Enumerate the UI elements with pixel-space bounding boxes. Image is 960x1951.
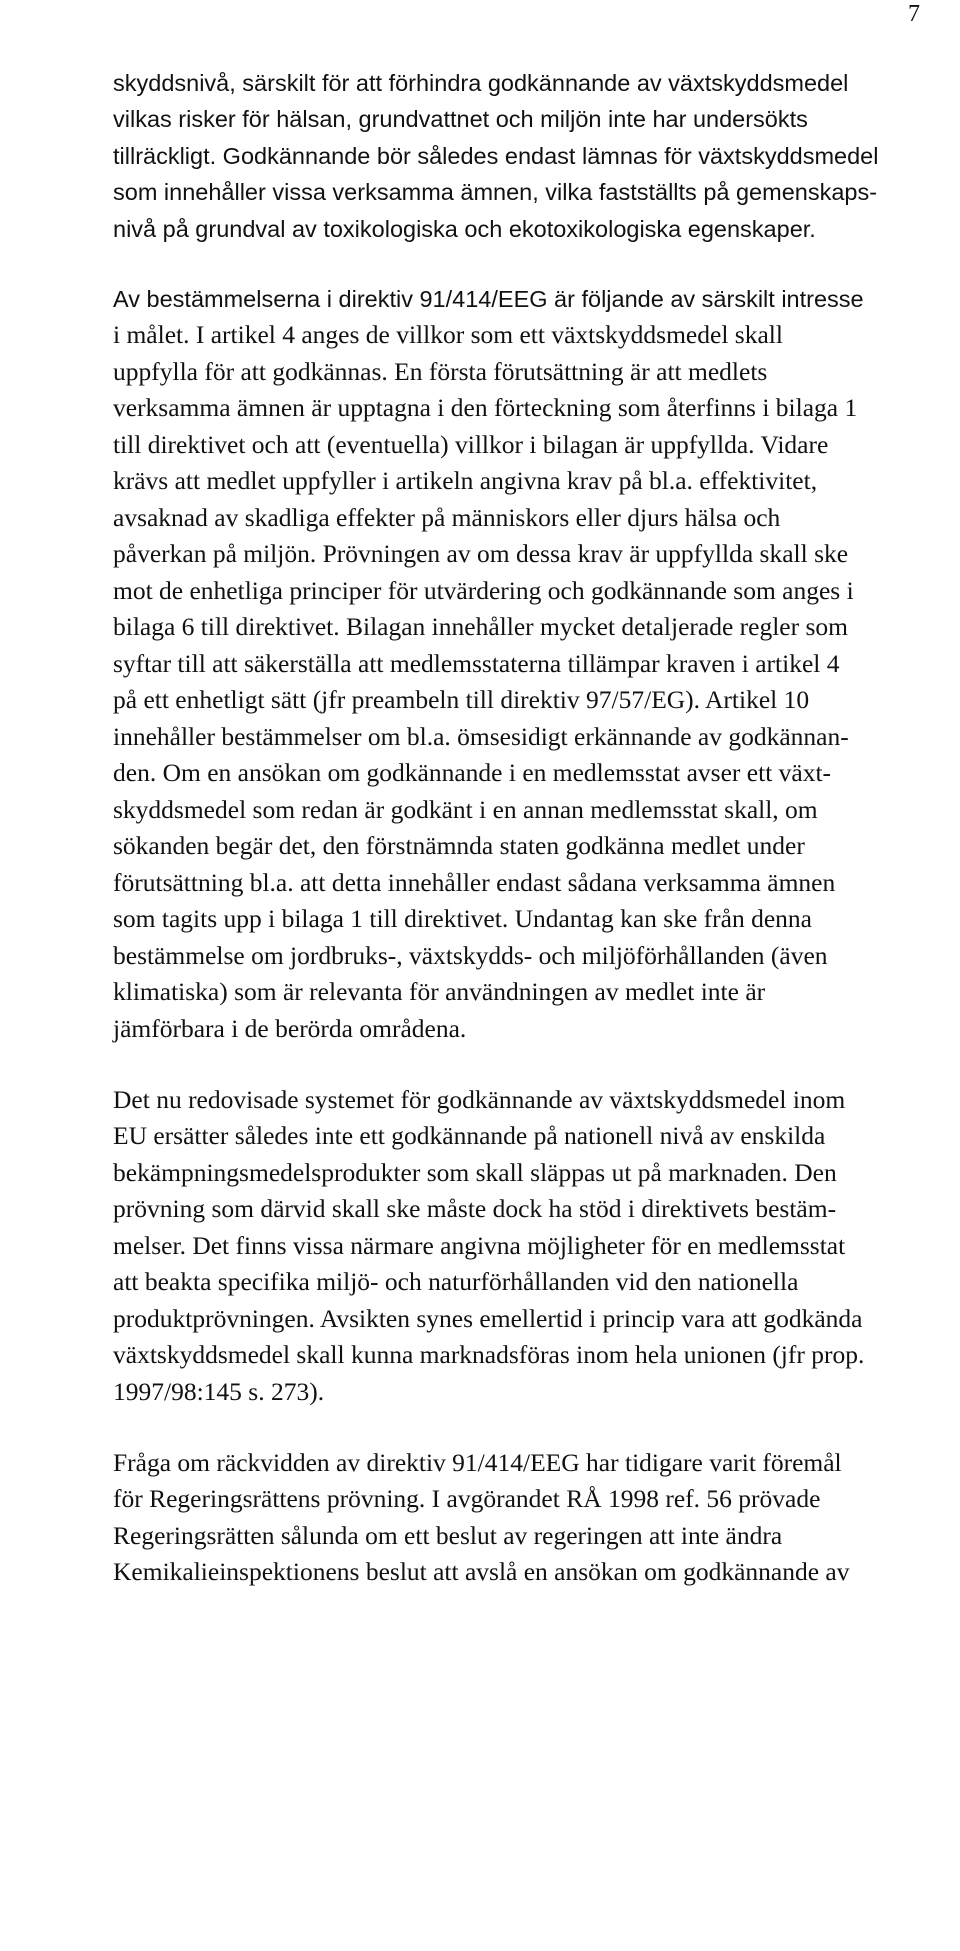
text-line: mot de enhetliga principer för utvärdering och godkännande som anges i	[113, 576, 854, 605]
text-line: påverkan på miljön. Prövningen av om dessa krav är uppfyllda skall ske	[113, 539, 849, 568]
text-line: innehåller bestämmelser om bl.a. ömsesidigt erkännande av godkännan-	[113, 722, 849, 751]
text-line: prövning som därvid skall ske måste dock ha stöd i direktivets bestäm-	[113, 1194, 837, 1223]
text-line: som tagits upp i bilaga 1 till direktivet. Undantag kan ske från denna	[113, 904, 812, 933]
text-line: sökanden begär det, den förstnämnda staten godkänna medlet under	[113, 831, 805, 860]
text-line: 1997/98:145 s. 273).	[113, 1377, 325, 1406]
text-line: syftar till att säkerställa att medlemsstaterna tillämpar kraven i artikel 4	[113, 649, 840, 678]
text-line: skyddsmedel som redan är godkänt i en annan medlemsstat skall, om	[113, 795, 818, 824]
text-line: som innehåller vissa verksamma ämnen, vilka fastställts på gemenskaps-	[113, 179, 878, 205]
text-line: förutsättning bl.a. att detta innehåller endast sådana verksamma ämnen	[113, 868, 836, 897]
text-line: verksamma ämnen är upptagna i den förteckning som återfinns i bilaga 1	[113, 393, 858, 422]
text-line: att beakta specifika miljö- och naturförhållanden vid den nationella	[113, 1267, 799, 1296]
text-line: till direktivet och att (eventuella) villkor i bilagan är uppfyllda. Vidare	[113, 430, 829, 459]
text-line: Kemikalieinspektionens beslut att avslå en ansökan om godkännande av	[113, 1557, 850, 1586]
text-line: Fråga om räckvidden av direktiv 91/414/EEG har tidigare varit föremål	[113, 1448, 842, 1477]
text-line: på ett enhetligt sätt (jfr preambeln till direktiv 97/57/EG). Artikel 10	[113, 685, 810, 714]
text-line: växtskyddsmedel skall kunna marknadsföras inom hela unionen (jfr prop.	[113, 1340, 865, 1369]
text-line: bilaga 6 till direktivet. Bilagan innehåller mycket detaljerade regler som	[113, 612, 848, 641]
text-line: tillräckligt. Godkännande bör således endast lämnas för växtskyddsmedel	[113, 143, 879, 169]
page-number: 7	[908, 1, 920, 27]
text-line: skyddsnivå, särskilt för att förhindra godkännande av växtskyddsmedel	[113, 70, 849, 96]
text-line: Regeringsrätten sålunda om ett beslut av regeringen att inte ändra	[113, 1521, 783, 1550]
text-line: jämförbara i de berörda områdena.	[113, 1014, 467, 1043]
text-line: melser. Det finns vissa närmare angivna möjligheter för en medlemsstat	[113, 1231, 846, 1260]
text-line: den. Om en ansökan om godkännande i en medlemsstat avser ett växt-	[113, 758, 832, 787]
text-line: produktprövningen. Avsikten synes emellertid i princip vara att godkända	[113, 1304, 863, 1333]
text-line: EU ersätter således inte ett godkännande på nationell nivå av enskilda	[113, 1121, 826, 1150]
text-line: Av bestämmelserna i direktiv 91/414/EEG är följande av särskilt intresse	[113, 286, 864, 312]
text-line: nivå på grundval av toxikologiska och ekotoxikologiska egenskaper.	[113, 216, 816, 242]
text-line: Det nu redovisade systemet för godkännande av växtskyddsmedel inom	[113, 1085, 846, 1114]
text-line: för Regeringsrättens prövning. I avgörandet RÅ 1998 ref. 56 prövade	[113, 1484, 821, 1513]
text-line: uppfylla för att godkännas. En första förutsättning är att medlets	[113, 357, 768, 386]
text-line: avsaknad av skadliga effekter på människors eller djurs hälsa och	[113, 503, 781, 532]
text-line: bestämmelse om jordbruks-, växtskydds- och miljöförhållanden (även	[113, 941, 828, 970]
text-line: i målet. I artikel 4 anges de villkor som ett växtskyddsmedel skall	[113, 320, 783, 349]
text-line: krävs att medlet uppfyller i artikeln angivna krav på bl.a. effektivitet,	[113, 466, 818, 495]
text-line: bekämpningsmedelsprodukter som skall släppas ut på marknaden. Den	[113, 1158, 837, 1187]
text-line: vilkas risker för hälsan, grundvattnet och miljön inte har undersökts	[113, 106, 808, 132]
text-line: klimatiska) som är relevanta för användningen av medlet inte är	[113, 977, 766, 1006]
